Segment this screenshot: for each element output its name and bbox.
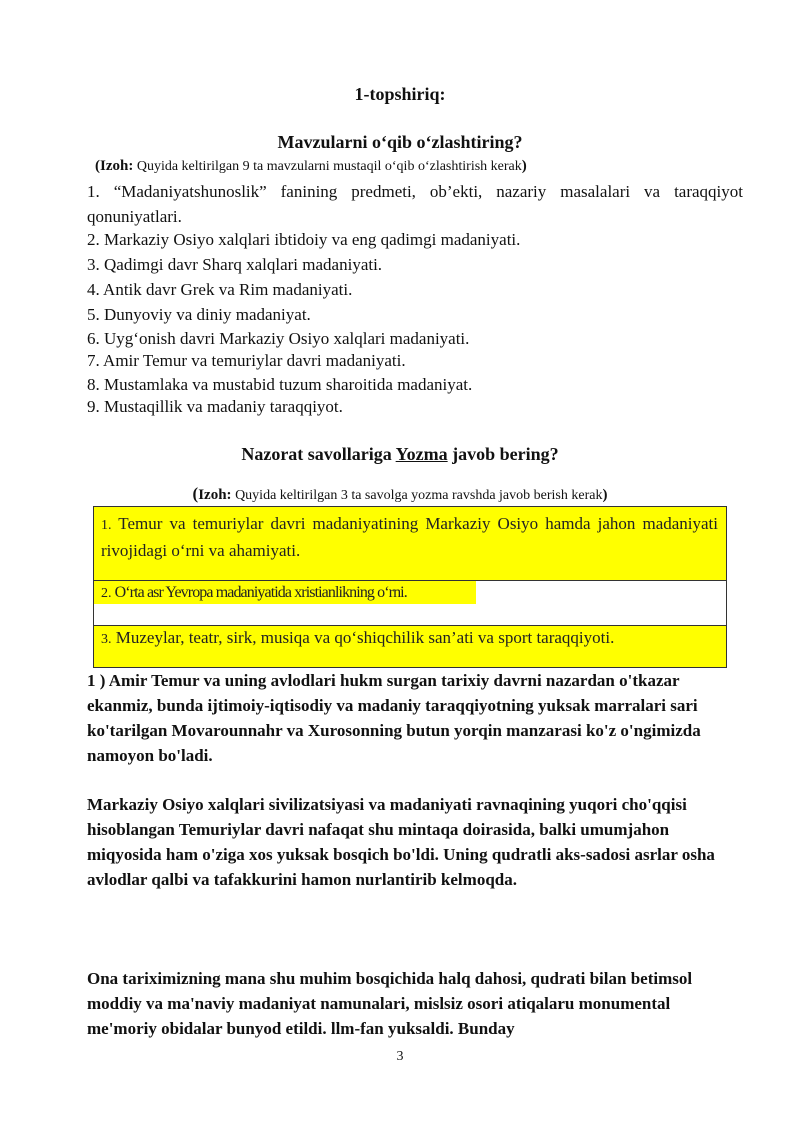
topic-item: 5. Dunyoviy va diniy madaniyat. (87, 305, 311, 324)
question-text (101, 511, 718, 563)
topic-item: 6. Uyg‘onish davri Markaziy Osiyo xalqlari madaniyati. (87, 329, 470, 348)
task-title: 1-topshiriq: (354, 84, 446, 104)
topic-item: 9. Mustaqillik va madaniy taraqqiyot. (87, 397, 343, 416)
section2-title-end: javob bering? (447, 444, 559, 464)
section2-note-label: Izoh: (198, 487, 232, 503)
question-body: Temur va temuriylar davri madaniyatining Markaziy Osiyo hamda jahon madaniyati rivojidagi o‘rni va ahamiyati. (101, 514, 718, 560)
answer-paragraph: 1 ) Amir Temur va uning avlodlari hukm surgan tarixiy davrni nazardan o'tkazar ekanmiz, bunda ijtimoiy-iqtisodiy va madaniy taraqqiyotning yuksak marralari sari ko'tarilgan Movarounnahr va Xurosonning butun yorqin manzarasi ko'z o'ngimizda namoyon bo'ladi. (87, 671, 701, 765)
section1-note-label: Izoh: (100, 158, 134, 174)
topic-item: 1. “Madaniyatshunoslik” fanining predmeti, ob’ekti, nazariy masalalari va taraqqiyot qonuniyatlari. (87, 182, 743, 226)
section2-title-underlined: Yozma (395, 444, 448, 464)
topic-item: 7. Amir Temur va temuriylar davri madaniyati. (87, 351, 406, 370)
questions-table (93, 506, 727, 668)
question-body: Muzeylar, teatr, sirk, musiqa va qo‘shiqchilik san’ati va sport taraqqiyoti. (111, 628, 615, 647)
question-body: O‘rta asr Yevropa madaniyatida xristianlikning o‘rni. (111, 584, 407, 601)
question-number: 2. (101, 586, 112, 601)
topic-item: 4. Antik davr Grek va Rim madaniyati. (87, 280, 353, 299)
section2-title-start: Nazorat savollariga (241, 444, 396, 464)
answer-paragraph: Markaziy Osiyo xalqlari sivilizatsiyasi va madaniyati ravnaqining yuqori cho'qqisi hisoblangan Temuriylar davri nafaqat shu mintaqa doirasida, balki umumjahon miqyosida ham o'ziga xos yuksak bosqich bo'ldi. Uning qudratli aks-sadosi asrlar osha avlodlar qalbi va tafakkurini hamon nurlantirib kelmoqda. (87, 795, 715, 889)
section2-title (0, 444, 800, 465)
topic-item: 8. Mustamlaka va mustabid tuzum sharoitida madaniyat. (87, 375, 473, 394)
section1-title: Mavzularni o‘qib o‘zlashtiring? (277, 132, 523, 152)
section2-note-text: Quyida keltirilgan 3 ta savolga yozma ravshda javob berish kerak (231, 488, 603, 503)
question-number: 1. (101, 518, 112, 533)
topic-item: 2. Markaziy Osiyo xalqlari ibtidoiy va eng qadimgi madaniyati. (87, 230, 521, 249)
section1-note: (Izoh: Quyida keltirilgan 9 ta mavzularni mustaqil o‘qib o‘zlashtirish kerak) (95, 158, 527, 174)
question-text (101, 584, 407, 602)
question-number: 3. (101, 632, 112, 647)
section2-note: (Izoh: Quyida keltirilgan 3 ta savolga yozma ravshda javob berish kerak) (192, 484, 608, 503)
page-number: 3 (396, 1049, 404, 1064)
answer-paragraph: Ona tariximizning mana shu muhim bosqichida halq dahosi, qudrati bilan betimsol moddiy va ma'naviy madaniyat namunalari, mislsiz osori atiqalaru monumental me'moriy obidalar bunyod etildi. llm-fan yuksaldi. Bunday (87, 969, 693, 1038)
question-text (101, 627, 614, 651)
section1-note-text: Quyida keltirilgan 9 ta mavzularni mustaqil o‘qib o‘zlashtirish kerak (133, 159, 522, 174)
topic-item: 3. Qadimgi davr Sharq xalqlari madaniyati. (87, 255, 383, 274)
